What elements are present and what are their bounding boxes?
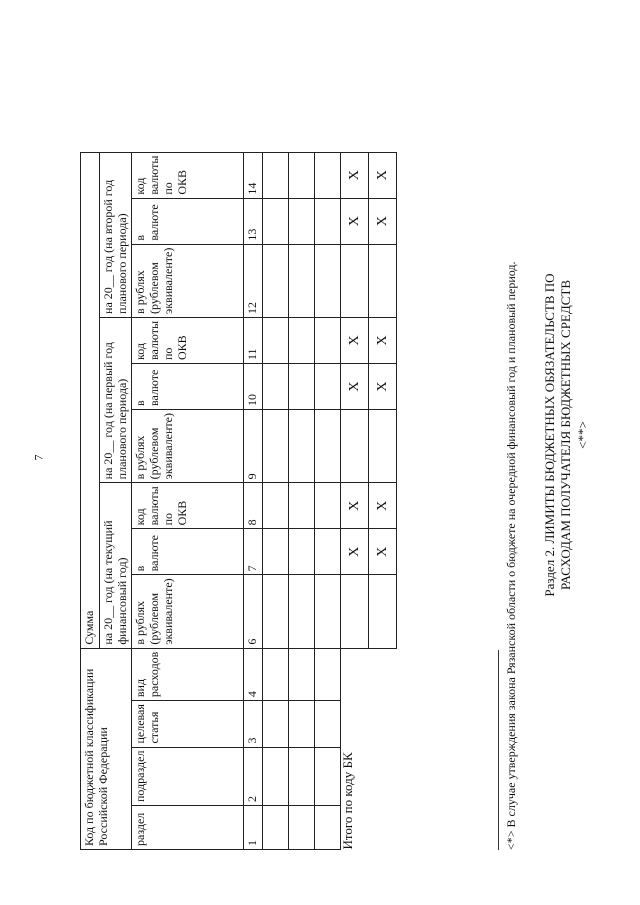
col-number: 7 bbox=[244, 529, 263, 575]
col-header-rub: в рублях (рублевом эквиваленте) bbox=[132, 575, 244, 648]
col-header-celevaya: целевая статья bbox=[132, 701, 244, 747]
table-cell bbox=[289, 747, 315, 805]
table-cell bbox=[341, 575, 369, 648]
table-cell bbox=[315, 648, 341, 700]
x-mark: X bbox=[341, 364, 369, 410]
x-mark: X bbox=[341, 529, 369, 575]
table-cell bbox=[289, 483, 315, 529]
col-number: 2 bbox=[244, 747, 263, 805]
table-cell bbox=[315, 364, 341, 410]
x-mark: X bbox=[341, 198, 369, 244]
col-number: 3 bbox=[244, 701, 263, 747]
table-cell bbox=[263, 364, 289, 410]
col-header-val: в валюте bbox=[132, 198, 244, 244]
table-row bbox=[289, 152, 315, 849]
table-cell bbox=[263, 152, 289, 198]
table-cell bbox=[263, 648, 289, 700]
table-cell bbox=[289, 244, 315, 317]
table-cell bbox=[315, 747, 341, 805]
x-mark: X bbox=[369, 364, 397, 410]
page-number: 7 bbox=[31, 454, 46, 461]
col-number: 14 bbox=[244, 152, 263, 198]
x-mark: X bbox=[369, 198, 397, 244]
table-cell bbox=[289, 648, 315, 700]
section-title-line2: РАСХОДАМ ПОЛУЧАТЕЛЯ БЮДЖЕТНЫХ СРЕДСТВ <**> bbox=[558, 279, 590, 591]
col-number: 6 bbox=[244, 575, 263, 648]
col-header-okv: код валюты по ОКВ bbox=[132, 317, 244, 363]
header-period-first: на 20__ год (на первый год планового периода) bbox=[99, 317, 132, 482]
table-cell bbox=[263, 806, 289, 850]
x-mark: X bbox=[369, 529, 397, 575]
total-row bbox=[369, 152, 397, 849]
table-cell bbox=[263, 198, 289, 244]
table-cell bbox=[289, 529, 315, 575]
table-cell bbox=[341, 410, 369, 483]
table-cell bbox=[263, 701, 289, 747]
col-number: 1 bbox=[244, 806, 263, 850]
x-mark: X bbox=[369, 483, 397, 529]
table-cell bbox=[263, 529, 289, 575]
table-cell bbox=[263, 575, 289, 648]
header-period-current: на 20__ год (на текущий финансовый год) bbox=[99, 483, 132, 648]
total-row bbox=[341, 152, 369, 849]
table-cell bbox=[289, 198, 315, 244]
table-cell bbox=[315, 152, 341, 198]
rotated-page-content bbox=[80, 90, 600, 850]
footnote: <*> В случае утверждения закона Рязанской области о бюджете на очередной финансовый год и плановый период. bbox=[504, 261, 518, 850]
col-number: 13 bbox=[244, 198, 263, 244]
header-period-second: на 20__ год (на второй год планового периода) bbox=[99, 152, 132, 317]
table-row bbox=[263, 152, 289, 849]
table-cell bbox=[315, 806, 341, 850]
table-cell bbox=[315, 198, 341, 244]
table-cell bbox=[263, 317, 289, 363]
col-header-okv: код валюты по ОКВ bbox=[132, 483, 244, 529]
col-number: 9 bbox=[244, 410, 263, 483]
col-number: 11 bbox=[244, 317, 263, 363]
x-mark: X bbox=[341, 317, 369, 363]
table-cell bbox=[289, 364, 315, 410]
col-number: 8 bbox=[244, 483, 263, 529]
table-cell bbox=[263, 410, 289, 483]
col-header-okv: код валюты по ОКВ bbox=[132, 152, 244, 198]
table-cell bbox=[289, 575, 315, 648]
x-mark: X bbox=[341, 152, 369, 198]
section-title-line1: Раздел 2. ЛИМИТЫ БЮДЖЕТНЫХ ОБЯЗАТЕЛЬСТВ ПО bbox=[542, 273, 557, 597]
col-header-podrazdel: подраздел bbox=[132, 747, 244, 805]
table-cell bbox=[263, 747, 289, 805]
limits-table bbox=[80, 152, 397, 850]
col-number: 4 bbox=[244, 648, 263, 700]
col-header-vid: вид расходов bbox=[132, 648, 244, 700]
table-cell bbox=[289, 410, 315, 483]
section-title bbox=[542, 270, 591, 600]
table-cell bbox=[315, 483, 341, 529]
x-mark: X bbox=[369, 317, 397, 363]
col-header-rub: в рублях (рублевом эквиваленте) bbox=[132, 244, 244, 317]
table-cell bbox=[315, 575, 341, 648]
table-cell bbox=[289, 806, 315, 850]
col-header-rub: в рублях (рублевом эквиваленте) bbox=[132, 410, 244, 483]
col-number: 12 bbox=[244, 244, 263, 317]
total-label: Итого по коду БК bbox=[340, 752, 356, 850]
header-code: Код по бюджетной классификации Российской Федерации bbox=[81, 648, 132, 849]
table-cell bbox=[369, 410, 397, 483]
table-cell bbox=[315, 317, 341, 363]
table-cell bbox=[315, 410, 341, 483]
column-numbers-row bbox=[244, 152, 263, 849]
blank-cell bbox=[369, 648, 397, 849]
header-sum: Сумма bbox=[81, 152, 100, 648]
table-cell bbox=[369, 575, 397, 648]
table-row bbox=[315, 152, 341, 849]
table-cell bbox=[341, 244, 369, 317]
table-cell bbox=[289, 317, 315, 363]
table-cell bbox=[315, 701, 341, 747]
table-cell bbox=[315, 529, 341, 575]
x-mark: X bbox=[341, 483, 369, 529]
table-cell bbox=[289, 701, 315, 747]
total-label-cell bbox=[341, 648, 369, 849]
table-cell bbox=[289, 152, 315, 198]
col-header-val: в валюте bbox=[132, 529, 244, 575]
table-cell bbox=[315, 244, 341, 317]
footnote-rule bbox=[498, 650, 499, 850]
table-cell bbox=[369, 244, 397, 317]
x-mark: X bbox=[369, 152, 397, 198]
table-cell bbox=[263, 483, 289, 529]
col-number: 10 bbox=[244, 364, 263, 410]
table-cell bbox=[263, 244, 289, 317]
col-header-razdel: раздел bbox=[132, 806, 244, 850]
col-header-val: в валюте bbox=[132, 364, 244, 410]
